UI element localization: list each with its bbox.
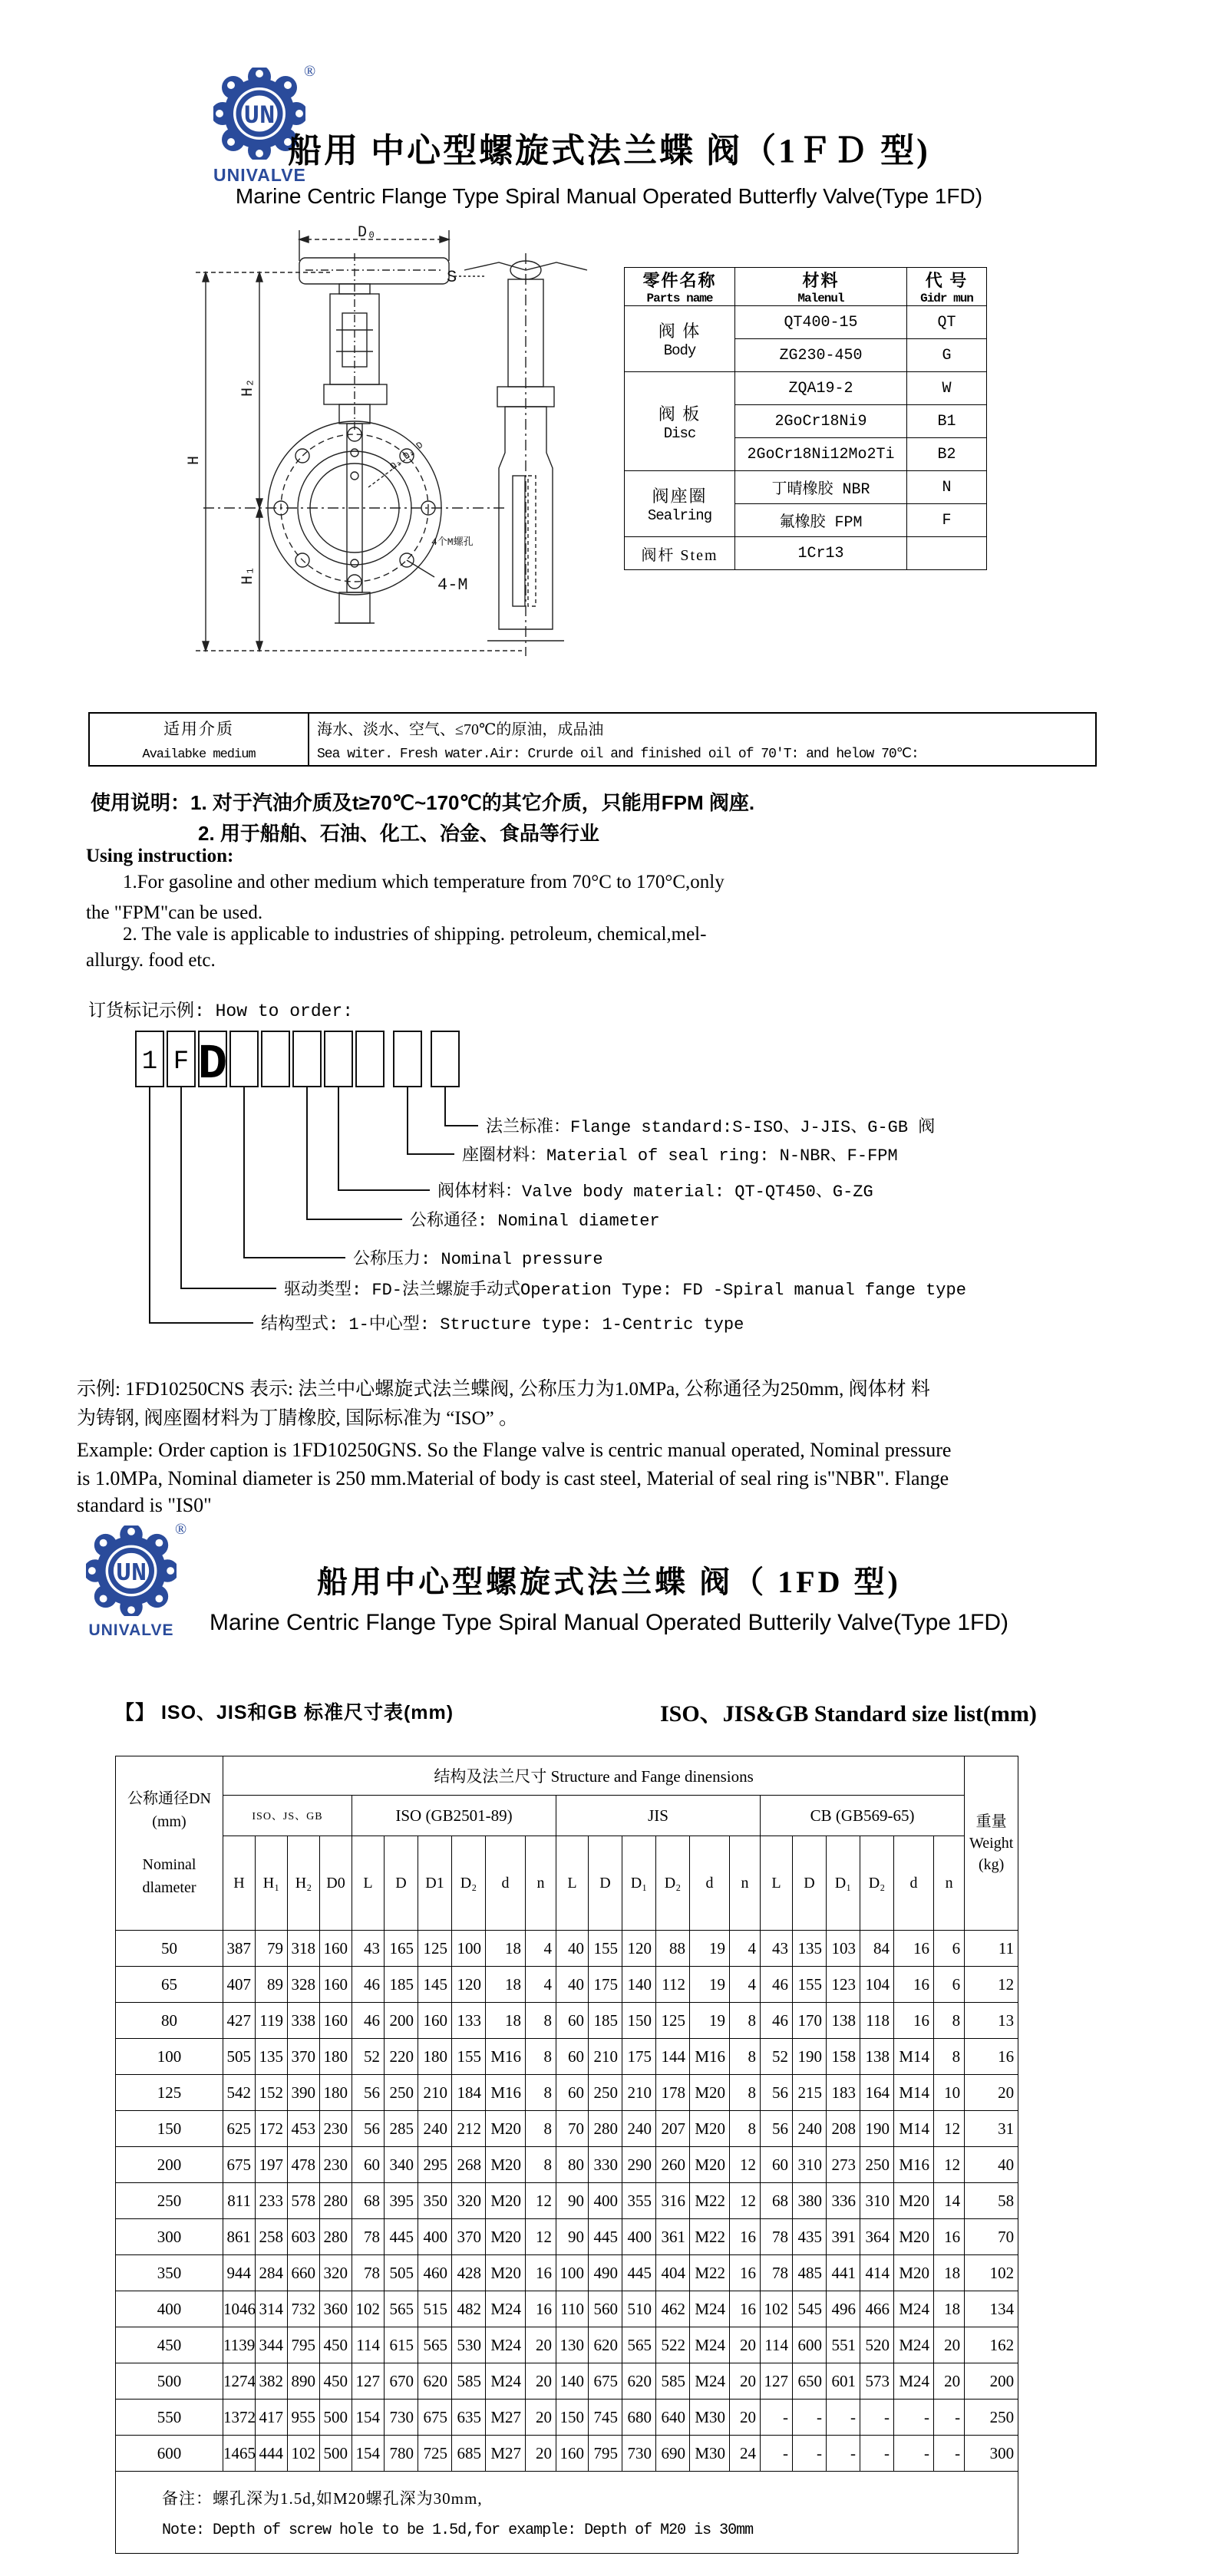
- order-label-nominal-diameter: 公称通径: Nominal diameter: [410, 1212, 660, 1231]
- size-col-12: D₁: [622, 1836, 656, 1931]
- order-box-1: 1: [141, 1047, 158, 1077]
- order-box-2: F: [173, 1047, 190, 1077]
- size-col-4: L: [352, 1836, 385, 1931]
- parts-table: [624, 267, 987, 570]
- usage-en-line2: the "FPM"can be used.: [86, 902, 263, 923]
- order-label-nominal-pressure: 公称压力: Nominal pressure: [353, 1250, 603, 1269]
- table-row: 阀杆 Stem 1Cr13: [625, 537, 987, 570]
- table-row: 125 542 152 390 180 56 250 210 184 M16 8 60 250 210 178 M20 8 56 215 183 164 M14 10 20: [116, 2075, 1018, 2111]
- example-cn-line1: 示例: 1FD10250CNS 表示: 法兰中心螺旋式法兰蝶阀, 公称压力为1.0MPa, 公称通径为250mm, 阀体材 料: [77, 1379, 930, 1400]
- usage-en-line1: 1.For gasoline and other medium which temperature from 70°C to 170°C,only: [123, 872, 725, 892]
- usage-cn-line1: 使用说明：1. 对于汽油介质及t≥70℃~170℃的其它介质，只能用FPM 阀座.: [91, 791, 755, 814]
- dim-s-label: S: [447, 268, 457, 287]
- medium-label-cell: 适用介质 Availabke medium: [89, 713, 309, 766]
- page-title-en: Marine Centric Flange Type Spiral Manual Operated Butterfly Valve(Type 1FD): [235, 184, 983, 208]
- size-table: [115, 1756, 1018, 2554]
- medium-value-cell: 海水、淡水、空气、≤70℃的原油，成品油 Sea witer. Fresh water.Air: Crurde oil and finished oil of 70'T: and helow 70℃:: [309, 713, 1096, 766]
- order-label-operation-type: 驱动类型: FD-法兰螺旋手动式Operation Type: FD -Spiral manual fange type: [284, 1281, 966, 1300]
- size-col-3: D0: [320, 1836, 352, 1931]
- part-name-body: 阀 体 Body: [625, 306, 735, 372]
- order-label-flange-standard: 法兰标准：Flange standard:S-ISO、J-JIS、G-GB 阀: [486, 1118, 936, 1137]
- size-col-14: d: [690, 1836, 730, 1931]
- size-col-7: D₂: [452, 1836, 486, 1931]
- size-col-11: D: [589, 1836, 622, 1931]
- size-column-letters-row: [116, 1836, 1018, 1931]
- parts-table-wrap: [624, 267, 987, 570]
- note-row: [116, 2472, 1018, 2554]
- usage-cn-line2: 2. 用于船舶、石油、化工、冶金、食品等行业: [198, 822, 599, 845]
- table-row: 500 1274 382 890 450 127 670 620 585 M24 20 140 675 620 585 M24 20 127 650 601 573 M24 20 200: [116, 2363, 1018, 2400]
- table-row: 100 505 135 370 180 52 220 180 155 M16 8 60 210 175 144 M16 8 52 190 158 138 M14 8 16: [116, 2039, 1018, 2075]
- size-col-18: D₁: [827, 1836, 860, 1931]
- table-row: 450 1139 344 795 450 114 615 565 530 M24 20 130 620 565 522 M24 20 114 600 551 520 M24 20 162: [116, 2327, 1018, 2363]
- order-box-3: D: [197, 1037, 228, 1093]
- size-col-21: n: [934, 1836, 965, 1931]
- size-table-body: [116, 1931, 1018, 2472]
- example-en-line1: Example: Order caption is 1FD10250GNS. So the Flange valve is centric manual operated, Nominal pressure: [77, 1439, 952, 1461]
- example-en-line3: standard is "IS0": [77, 1494, 212, 1516]
- bolt-count-label: 4-M: [437, 576, 468, 595]
- hole-note-label: 4个M螺孔: [431, 536, 474, 548]
- table-row: 250 811 233 578 280 68 395 350 320 M20 12 90 400 355 316 M22 12 68 380 336 310 M20 14 58: [116, 2183, 1018, 2219]
- table-row: 550 1372 417 955 500 154 730 675 635 M27 20 150 745 680 640 M30 20 - - - - - - 250: [116, 2400, 1018, 2436]
- order-label-body-material: 阀体材料：Valve body material: QT-QT450、G-ZG: [437, 1182, 873, 1202]
- page-title-cn: 船用 中心型螺旋式法兰蝶 阀（1ＦＤ 型): [288, 132, 930, 170]
- usage-en-line4: allurgy. food etc.: [86, 950, 216, 971]
- weight-column-header: 重量 Weight (kg): [965, 1756, 1018, 1931]
- size-col-8: d: [486, 1836, 526, 1931]
- part-name-disc: 阀 板 Disc: [625, 372, 735, 471]
- order-label-structure-type: 结构型式: 1-中心型: Structure type: 1-Centric type: [261, 1315, 744, 1334]
- page2-title-en: Marine Centric Flange Type Spiral Manual Operated Butterily Valve(Type 1FD): [209, 1610, 1009, 1635]
- order-heading: 订货标记示例: How to order:: [88, 1001, 354, 1021]
- table-row: [89, 713, 1096, 766]
- size-list-heading-en: ISO、JIS&GB Standard size list(mm): [660, 1701, 1037, 1727]
- size-col-17: D: [793, 1836, 827, 1931]
- size-col-9: n: [526, 1836, 556, 1931]
- registered-mark: ®: [304, 63, 316, 80]
- size-list-heading-cn: 【】 ISO、JIS和GB 标准尺寸表(mm): [115, 1702, 454, 1723]
- size-col-15: n: [730, 1836, 761, 1931]
- example-en-line2: is 1.0MPa, Nominal diameter is 250 mm.Material of body is cast steel, Material of seal ring is"NBR". Flange: [77, 1467, 949, 1489]
- table-row: 2GoCr18Ni12Mo2Ti B2: [625, 438, 987, 471]
- table-row: 阀座圈 Sealring 丁晴橡胶 NBR N: [625, 471, 987, 504]
- structure-dimensions-header: 结构及法兰尺寸 Structure and Fange dinensions: [223, 1756, 965, 1796]
- page2-title-cn: 船用中心型螺旋式法兰蝶 阀（ 1FD 型): [317, 1565, 901, 1599]
- medium-table: [88, 712, 1097, 767]
- table-row: ZG230-450 G: [625, 339, 987, 372]
- parts-name-header: 零件名称 Parts name: [625, 268, 735, 306]
- logo-brand-text: UNIVALVE: [88, 1621, 174, 1639]
- table-row: 400 1046 314 732 360 102 565 515 482 M24 16 110 560 510 462 M24 16 102 545 496 466 M24 18 134: [116, 2291, 1018, 2327]
- usage-en-line3: 2. The vale is applicable to industries of shipping. petroleum, chemical,mel-: [123, 924, 707, 945]
- table-row: 50 387 79 318 160 43 165 125 100 18 4 40 155 120 88 19 4 43 135 103 84 16 6 11: [116, 1931, 1018, 1967]
- table-row: 2GoCr18Ni9 B1: [625, 405, 987, 438]
- order-label-seal-ring: 座圈材料：Material of seal ring: N-NBR、F-FPM: [462, 1146, 898, 1166]
- dn-column-header: 公称通径DN (mm) Nominal dlameter: [116, 1756, 223, 1931]
- dim-h1-label: H₁: [239, 566, 257, 585]
- size-table-wrap: [115, 1756, 1018, 2554]
- table-row: 65 407 89 328 160 46 185 145 120 18 4 40 175 140 112 19 4 46 155 123 104 16 6 12: [116, 1967, 1018, 2003]
- size-col-0: H: [223, 1836, 256, 1931]
- table-row: 阀 板 Disc ZQA19-2 W: [625, 372, 987, 405]
- size-col-13: D₂: [656, 1836, 690, 1931]
- group-iso-js-gb: ISO、JS、GB: [223, 1796, 352, 1836]
- part-name-stem: 阀杆 Stem: [625, 537, 735, 570]
- note-cell: 备注：螺孔深为1.5d,如M20螺孔深为30mm, Note: Depth of screw hole to be 1.5d,for example: Depth of M20 is 30mm: [116, 2472, 1018, 2554]
- order-code-diagram: [88, 1022, 1163, 1352]
- table-row: 80 427 119 338 160 46 200 160 133 18 8 60 185 150 125 19 8 46 170 138 118 16 8 13: [116, 2003, 1018, 2039]
- parts-header-row: [625, 268, 987, 306]
- table-row: 阀 体 Body QT400-15 QT: [625, 306, 987, 339]
- table-row: 氟橡胶 FPM F: [625, 504, 987, 537]
- table-row: 300 861 258 603 280 78 445 400 370 M20 12 90 445 400 361 M22 16 78 435 391 364 M20 16 70: [116, 2219, 1018, 2255]
- example-cn-line2: 为铸钢, 阀座圈材料为丁腈橡胶, 国际标准为 “ISO” 。: [77, 1408, 518, 1429]
- dim-h2-label: H₂: [239, 378, 257, 397]
- diag-dia-labels: D₂ D₁ D: [388, 440, 426, 473]
- medium-table-wrap: [88, 712, 1097, 767]
- part-name-sealring: 阀座圈 Sealring: [625, 471, 735, 537]
- material-header: 材料 Malenul: [735, 268, 907, 306]
- size-col-16: L: [761, 1836, 793, 1931]
- usage-en-heading: Using instruction:: [86, 846, 234, 866]
- group-cb-gb569: CB (GB569-65): [761, 1796, 965, 1836]
- size-col-6: D1: [418, 1836, 452, 1931]
- dim-h-label: H: [186, 455, 203, 466]
- table-row: 600 1465 444 102 500 154 780 725 685 M27 20 160 795 730 690 M30 24 - - - - - - 300: [116, 2436, 1018, 2472]
- size-col-2: H₂: [288, 1836, 320, 1931]
- code-header: 代 号 Gidr mun: [907, 268, 987, 306]
- size-col-19: D₂: [860, 1836, 894, 1931]
- logo-brand-text: UNIVALVE: [213, 165, 306, 185]
- table-row: 200 675 197 478 230 60 340 295 268 M20 8 80 330 290 260 M20 12 60 310 273 250 M16 12 40: [116, 2147, 1018, 2183]
- dim-d0-label: D₀: [357, 224, 377, 242]
- valve-technical-drawing: [138, 223, 622, 664]
- size-col-20: d: [894, 1836, 934, 1931]
- group-iso-gb2501: ISO (GB2501-89): [352, 1796, 556, 1836]
- table-row: 150 625 172 453 230 56 285 240 212 M20 8 70 280 240 207 M20 8 56 240 208 190 M14 12 31: [116, 2111, 1018, 2147]
- size-col-5: D: [385, 1836, 418, 1931]
- size-col-1: H₁: [256, 1836, 288, 1931]
- table-row: 350 944 284 660 320 78 505 460 428 M20 16 100 490 445 404 M22 16 78 485 441 414 M20 18 102: [116, 2255, 1018, 2291]
- registered-mark: ®: [175, 1521, 187, 1538]
- size-col-10: L: [556, 1836, 589, 1931]
- group-jis: JIS: [556, 1796, 761, 1836]
